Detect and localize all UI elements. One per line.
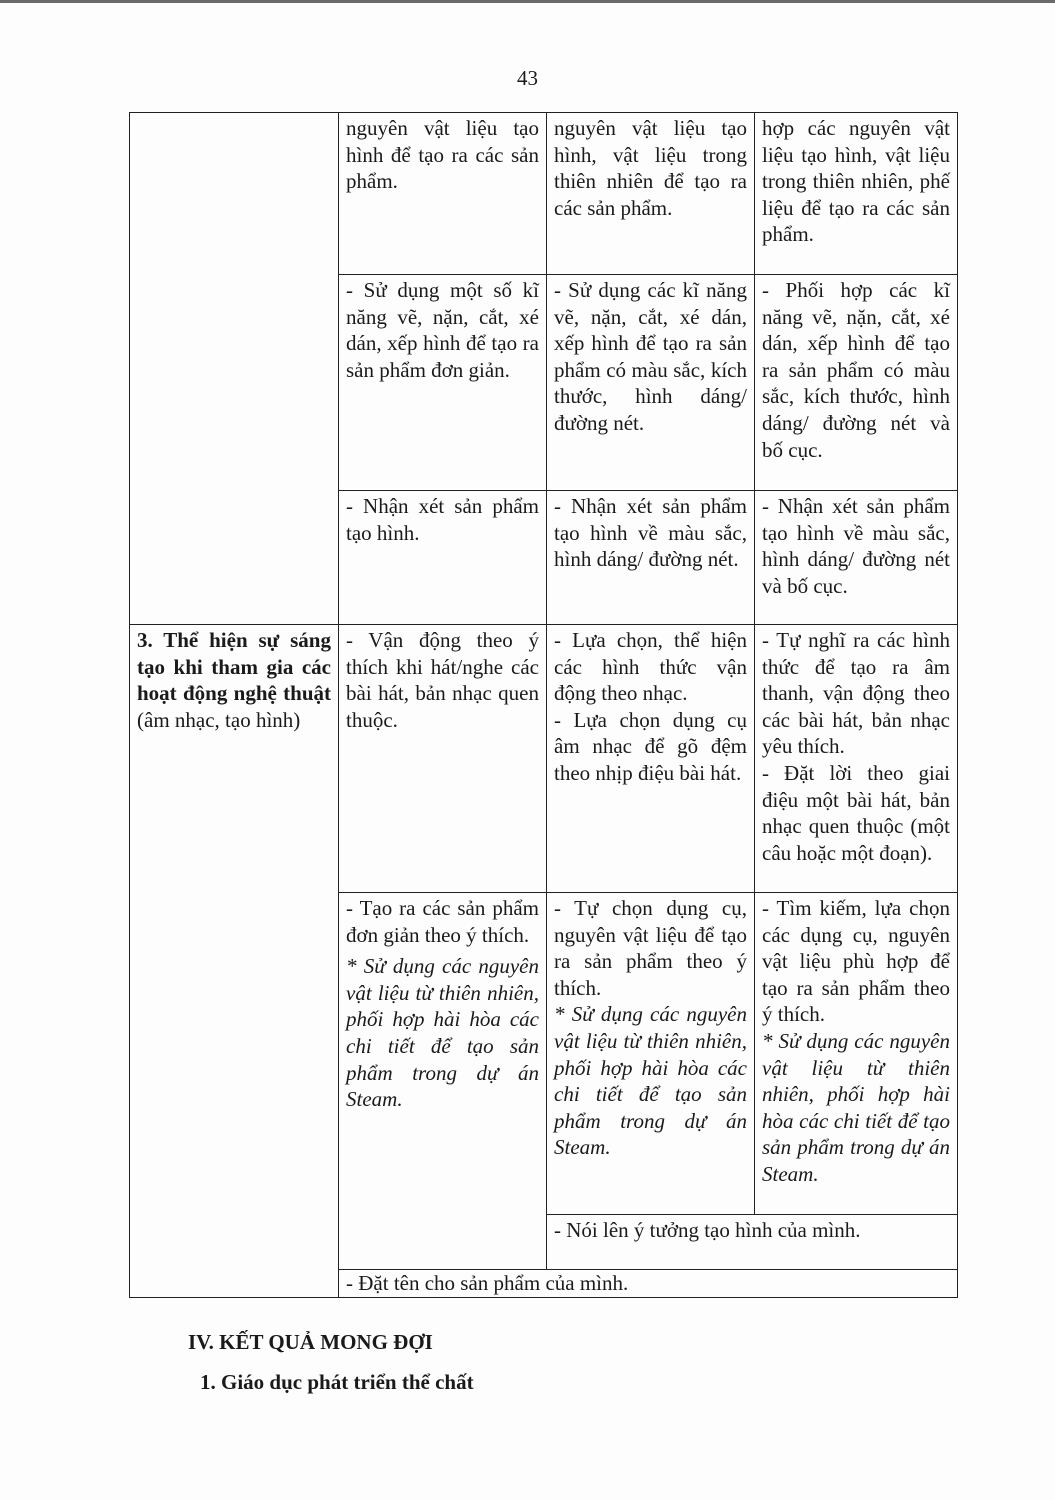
cell-note: * Sử dụng các nguyên vật liệu từ thiên nhiên, phối hợp hài hòa các chi tiết để tạo sản phẩm trong dự án Steam.: [762, 1028, 950, 1186]
table-cell: - Nhận xét sản phẩm tạo hình về màu sắc, hình dáng/ đường nét và bố cục.: [755, 491, 958, 625]
cell-note: * Sử dụng các nguyên vật liệu từ thiên nhiên, phối hợp hài hòa các chi tiết để tạo sản phẩm trong dự án Steam.: [346, 954, 539, 1112]
section-heading: IV. KẾT QUẢ MONG ĐỢI: [188, 1330, 433, 1354]
page-number: 43: [517, 66, 538, 90]
cell-item: - Lựa chọn, thể hiện các hình thức vận động theo nhạc.: [554, 628, 747, 706]
cell-item: - Đặt lời theo giai điệu một bài hát, bản nhạc quen thuộc (một câu hoặc một đoạn).: [762, 760, 950, 865]
table-cell: - Sử dụng các kĩ năng vẽ, nặn, cắt, xé dán, xếp hình để tạo ra sản phẩm có màu sắc, kích thước, hình dáng/ đường nét.: [547, 275, 755, 491]
table-row: [130, 113, 958, 275]
table-cell: nguyên vật liệu tạo hình để tạo ra các sản phẩm.: [339, 113, 547, 275]
table-cell: [755, 893, 958, 1215]
table-cell: - Đặt tên cho sản phẩm của mình.: [339, 1270, 958, 1298]
table-cell: - Phối hợp các kĩ năng vẽ, nặn, cắt, xé dán, xếp hình để tạo ra sản phẩm có màu sắc, kích thước, hình dáng/ đường nét và bố cục.: [755, 275, 958, 491]
table-cell: nguyên vật liệu tạo hình, vật liệu trong thiên nhiên để tạo ra các sản phẩm.: [547, 113, 755, 275]
table-cell: - Nhận xét sản phẩm tạo hình về màu sắc, hình dáng/ đường nét.: [547, 491, 755, 625]
table-cell: [547, 625, 755, 893]
cell-item: - Tìm kiếm, lựa chọn các dụng cụ, nguyên vật liệu phù hợp để tạo ra sản phẩm theo ý thích.: [762, 896, 950, 1027]
table-cell: - Sử dụng một số kĩ năng vẽ, nặn, cắt, xé dán, xếp hình để tạo ra sản phẩm đơn giản.: [339, 275, 547, 491]
table-cell: hợp các nguyên vật liệu tạo hình, vật liệu trong thiên nhiên, phế liệu để tạo ra các sản phẩm.: [755, 113, 958, 275]
cell-item: - Tự nghĩ ra các hình thức để tạo ra âm thanh, vận động theo các bài hát, bản nhạc yêu thích.: [762, 628, 950, 759]
cell-note: * Sử dụng các nguyên vật liệu từ thiên nhiên, phối hợp hài hòa các chi tiết để tạo sản phẩm trong dự án Steam.: [554, 1002, 747, 1160]
table-cell: [339, 893, 547, 1270]
table-cell: [755, 625, 958, 893]
scan-top-edge: [0, 0, 1055, 3]
table-cell: [547, 893, 755, 1215]
cell-item: - Lựa chọn dụng cụ âm nhạc để gõ đệm theo nhịp điệu bài hát.: [554, 707, 747, 785]
criterion-cell: [130, 625, 339, 1298]
cell-item: - Tạo ra các sản phẩm đơn giản theo ý thích.: [346, 896, 539, 947]
table-cell: - Nhận xét sản phẩm tạo hình.: [339, 491, 547, 625]
criterion-note: (âm nhạc, tạo hình): [137, 707, 301, 732]
criteria-table: [129, 112, 958, 1298]
criterion-title: 3. Thể hiện sự sáng tạo khi tham gia các hoạt động nghệ thuật: [137, 628, 331, 706]
cell-item: - Tự chọn dụng cụ, nguyên vật liệu để tạo ra sản phẩm theo ý thích.: [554, 896, 747, 1000]
table-row: [130, 625, 958, 893]
table-cell: - Nói lên ý tưởng tạo hình của mình.: [547, 1215, 958, 1270]
table-cell: - Vận động theo ý thích khi hát/nghe các bài hát, bản nhạc quen thuộc.: [339, 625, 547, 893]
criterion-cell-continued: [130, 113, 339, 625]
subsection-heading: 1. Giáo dục phát triển thể chất: [200, 1370, 474, 1394]
